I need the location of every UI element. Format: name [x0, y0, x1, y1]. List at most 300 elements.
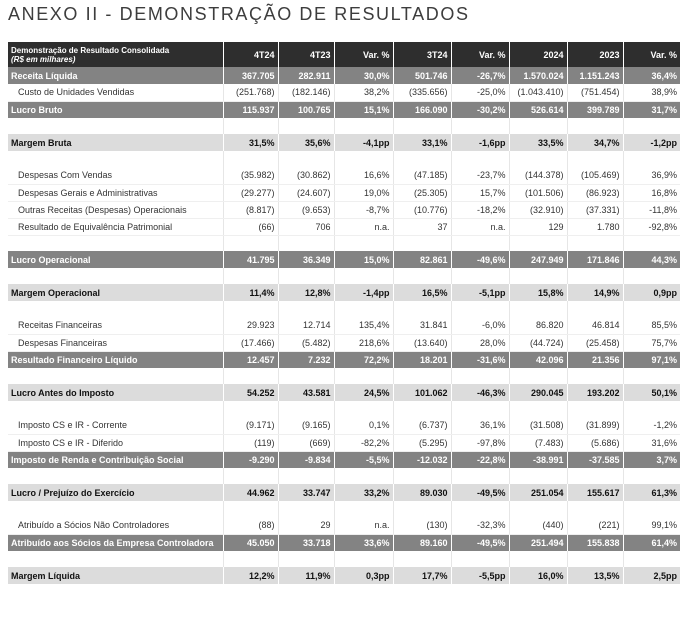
value-cell: 89.160	[393, 534, 451, 551]
table-row	[8, 84, 680, 101]
header-label-cell	[8, 42, 223, 67]
value-cell: 29.923	[223, 317, 278, 334]
spacer-cell	[567, 501, 623, 517]
value-cell: 171.846	[567, 251, 623, 268]
spacer-cell	[278, 301, 334, 317]
table-row	[8, 384, 680, 401]
value-cell: 61,3%	[623, 484, 680, 501]
value-cell: 282.911	[278, 67, 334, 84]
value-cell: 36.349	[278, 251, 334, 268]
value-cell: 29	[278, 517, 334, 534]
spacer-cell	[567, 268, 623, 284]
value-cell: 54.252	[223, 384, 278, 401]
value-cell: 45.050	[223, 534, 278, 551]
value-cell: 11,4%	[223, 284, 278, 301]
value-cell: 0,9pp	[623, 284, 680, 301]
value-cell: (31.508)	[509, 417, 567, 434]
value-cell: 30,0%	[334, 67, 393, 84]
value-cell: (119)	[223, 434, 278, 451]
spacer-cell	[223, 551, 278, 567]
value-cell: 0,3pp	[334, 567, 393, 584]
value-cell: 135,4%	[334, 317, 393, 334]
value-cell: 44,3%	[623, 251, 680, 268]
spacer-cell	[278, 268, 334, 284]
value-cell: 0,1%	[334, 417, 393, 434]
value-cell: -92,8%	[623, 218, 680, 235]
value-cell: (105.469)	[567, 167, 623, 184]
column-header: 4T23	[278, 42, 334, 67]
value-cell: (30.862)	[278, 167, 334, 184]
value-cell: 33.718	[278, 534, 334, 551]
value-cell: -1,4pp	[334, 284, 393, 301]
value-cell: (9.165)	[278, 417, 334, 434]
value-cell: -82,2%	[334, 434, 393, 451]
column-header: Var. %	[451, 42, 509, 67]
value-cell: (47.185)	[393, 167, 451, 184]
spacer-cell	[8, 368, 223, 384]
spacer-cell	[278, 401, 334, 417]
spacer-cell	[623, 468, 680, 484]
table-row	[8, 167, 680, 184]
spacer-cell	[223, 151, 278, 167]
value-cell: (130)	[393, 517, 451, 534]
spacer-cell	[567, 301, 623, 317]
value-cell: 2,5pp	[623, 567, 680, 584]
table-row	[8, 351, 680, 368]
spacer-cell	[509, 118, 567, 134]
value-cell: -38.991	[509, 451, 567, 468]
spacer-cell	[623, 501, 680, 517]
row-label: Outras Receitas (Despesas) Operacionais	[8, 201, 223, 218]
value-cell: 21.356	[567, 351, 623, 368]
value-cell: 1.570.024	[509, 67, 567, 84]
value-cell: 15,1%	[334, 101, 393, 118]
value-cell: -30,2%	[451, 101, 509, 118]
column-header: Var. %	[623, 42, 680, 67]
value-cell: 100.765	[278, 101, 334, 118]
table-row	[8, 134, 680, 151]
value-cell: n.a.	[451, 218, 509, 235]
value-cell: -49,6%	[451, 251, 509, 268]
header-units: (R$ em milhares)	[11, 54, 76, 64]
spacer-cell	[223, 401, 278, 417]
value-cell: 1.780	[567, 218, 623, 235]
value-cell: 1.151.243	[567, 67, 623, 84]
value-cell: -1,2%	[623, 417, 680, 434]
value-cell: (1.043.410)	[509, 84, 567, 101]
spacer-row	[8, 301, 680, 317]
value-cell: (101.506)	[509, 184, 567, 201]
spacer-cell	[623, 151, 680, 167]
value-cell: (10.776)	[393, 201, 451, 218]
value-cell: 155.838	[567, 534, 623, 551]
row-label: Margem Operacional	[8, 284, 223, 301]
value-cell: -12.032	[393, 451, 451, 468]
spacer-cell	[623, 118, 680, 134]
spacer-cell	[278, 118, 334, 134]
spacer-cell	[509, 235, 567, 251]
value-cell: (44.724)	[509, 334, 567, 351]
value-cell: (5.686)	[567, 434, 623, 451]
value-cell: 85,5%	[623, 317, 680, 334]
value-cell: 115.937	[223, 101, 278, 118]
spacer-cell	[567, 118, 623, 134]
value-cell: (9.653)	[278, 201, 334, 218]
value-cell: 82.861	[393, 251, 451, 268]
table-row	[8, 417, 680, 434]
value-cell: 33,5%	[509, 134, 567, 151]
value-cell: (5.482)	[278, 334, 334, 351]
table-row	[8, 218, 680, 235]
value-cell: 12,8%	[278, 284, 334, 301]
value-cell: 42.096	[509, 351, 567, 368]
spacer-cell	[223, 235, 278, 251]
value-cell: 251.494	[509, 534, 567, 551]
column-header: Var. %	[334, 42, 393, 67]
value-cell: 46.814	[567, 317, 623, 334]
value-cell: 33,2%	[334, 484, 393, 501]
spacer-row	[8, 268, 680, 284]
value-cell: 33,6%	[334, 534, 393, 551]
table-row	[8, 101, 680, 118]
spacer-cell	[8, 235, 223, 251]
row-label: Resultado de Equivalência Patrimonial	[8, 218, 223, 235]
spacer-cell	[567, 368, 623, 384]
spacer-cell	[451, 501, 509, 517]
value-cell: -49,5%	[451, 534, 509, 551]
spacer-cell	[451, 368, 509, 384]
spacer-cell	[8, 551, 223, 567]
row-label: Atribuído a Sócios Não Controladores	[8, 517, 223, 534]
value-cell: (7.483)	[509, 434, 567, 451]
row-label: Receitas Financeiras	[8, 317, 223, 334]
spacer-cell	[278, 501, 334, 517]
value-cell: -18,2%	[451, 201, 509, 218]
row-label: Lucro Antes do Imposto	[8, 384, 223, 401]
spacer-cell	[223, 118, 278, 134]
value-cell: 97,1%	[623, 351, 680, 368]
spacer-row	[8, 468, 680, 484]
row-label: Imposto de Renda e Contribuição Social	[8, 451, 223, 468]
value-cell: -25,0%	[451, 84, 509, 101]
value-cell: 36,1%	[451, 417, 509, 434]
value-cell: 16,0%	[509, 567, 567, 584]
value-cell: (31.899)	[567, 417, 623, 434]
value-cell: 99,1%	[623, 517, 680, 534]
spacer-cell	[623, 401, 680, 417]
value-cell: -46,3%	[451, 384, 509, 401]
value-cell: 37	[393, 218, 451, 235]
value-cell: 24,5%	[334, 384, 393, 401]
spacer-cell	[509, 268, 567, 284]
value-cell: 166.090	[393, 101, 451, 118]
value-cell: (25.305)	[393, 184, 451, 201]
spacer-cell	[223, 501, 278, 517]
spacer-row	[8, 151, 680, 167]
value-cell: 155.617	[567, 484, 623, 501]
value-cell: 13,5%	[567, 567, 623, 584]
value-cell: 11,9%	[278, 567, 334, 584]
spacer-cell	[393, 551, 451, 567]
value-cell: 18.201	[393, 351, 451, 368]
value-cell: 31,5%	[223, 134, 278, 151]
spacer-row	[8, 118, 680, 134]
spacer-cell	[451, 468, 509, 484]
value-cell: (88)	[223, 517, 278, 534]
header-label: Demonstração de Resultado Consolidada	[11, 45, 170, 55]
value-cell: -1,6pp	[451, 134, 509, 151]
value-cell: 290.045	[509, 384, 567, 401]
value-cell: 35,6%	[278, 134, 334, 151]
value-cell: -5,1pp	[451, 284, 509, 301]
table-row	[8, 284, 680, 301]
value-cell: (24.607)	[278, 184, 334, 201]
column-header: 4T24	[223, 42, 278, 67]
row-label: Lucro Bruto	[8, 101, 223, 118]
value-cell: (5.295)	[393, 434, 451, 451]
value-cell: 367.705	[223, 67, 278, 84]
spacer-cell	[509, 401, 567, 417]
value-cell: 17,7%	[393, 567, 451, 584]
value-cell: 15,8%	[509, 284, 567, 301]
spacer-cell	[334, 151, 393, 167]
spacer-cell	[223, 268, 278, 284]
value-cell: -23,7%	[451, 167, 509, 184]
value-cell: 251.054	[509, 484, 567, 501]
value-cell: (37.331)	[567, 201, 623, 218]
value-cell: 14,9%	[567, 284, 623, 301]
spacer-cell	[623, 235, 680, 251]
spacer-cell	[334, 235, 393, 251]
value-cell: 218,6%	[334, 334, 393, 351]
spacer-cell	[334, 551, 393, 567]
value-cell: 75,7%	[623, 334, 680, 351]
table-row	[8, 434, 680, 451]
spacer-cell	[509, 301, 567, 317]
value-cell: (335.656)	[393, 84, 451, 101]
spacer-row	[8, 235, 680, 251]
row-label: Custo de Unidades Vendidas	[8, 84, 223, 101]
page-title: ANEXO II - DEMONSTRAÇÃO DE RESULTADOS	[8, 4, 470, 24]
value-cell: n.a.	[334, 517, 393, 534]
value-cell: 44.962	[223, 484, 278, 501]
value-cell: (35.982)	[223, 167, 278, 184]
value-cell: (17.466)	[223, 334, 278, 351]
value-cell: 50,1%	[623, 384, 680, 401]
table-row	[8, 67, 680, 84]
column-header: 2024	[509, 42, 567, 67]
spacer-cell	[334, 401, 393, 417]
value-cell: (251.768)	[223, 84, 278, 101]
value-cell: 34,7%	[567, 134, 623, 151]
value-cell: 33,1%	[393, 134, 451, 151]
spacer-cell	[567, 468, 623, 484]
income-statement-table	[8, 42, 680, 584]
value-cell: -26,7%	[451, 67, 509, 84]
spacer-cell	[278, 368, 334, 384]
spacer-cell	[8, 301, 223, 317]
value-cell: (86.923)	[567, 184, 623, 201]
row-label: Receita Líquida	[8, 67, 223, 84]
spacer-cell	[393, 235, 451, 251]
value-cell: (751.454)	[567, 84, 623, 101]
value-cell: 31.841	[393, 317, 451, 334]
table-row	[8, 567, 680, 584]
value-cell: 41.795	[223, 251, 278, 268]
value-cell: 15,7%	[451, 184, 509, 201]
spacer-cell	[451, 268, 509, 284]
row-label: Imposto CS e IR - Corrente	[8, 417, 223, 434]
value-cell: 16,6%	[334, 167, 393, 184]
spacer-cell	[278, 551, 334, 567]
value-cell: 33.747	[278, 484, 334, 501]
spacer-cell	[334, 268, 393, 284]
value-cell: 16,5%	[393, 284, 451, 301]
spacer-cell	[278, 151, 334, 167]
spacer-cell	[451, 118, 509, 134]
spacer-cell	[8, 151, 223, 167]
value-cell: 526.614	[509, 101, 567, 118]
spacer-cell	[393, 301, 451, 317]
table-row	[8, 184, 680, 201]
spacer-cell	[567, 551, 623, 567]
value-cell: (440)	[509, 517, 567, 534]
spacer-cell	[334, 118, 393, 134]
spacer-cell	[509, 468, 567, 484]
value-cell: -4,1pp	[334, 134, 393, 151]
value-cell: -9.290	[223, 451, 278, 468]
value-cell: 706	[278, 218, 334, 235]
spacer-cell	[623, 301, 680, 317]
spacer-cell	[8, 501, 223, 517]
spacer-cell	[8, 268, 223, 284]
spacer-cell	[278, 468, 334, 484]
value-cell: -5,5pp	[451, 567, 509, 584]
value-cell: (8.817)	[223, 201, 278, 218]
value-cell: 15,0%	[334, 251, 393, 268]
value-cell: 19,0%	[334, 184, 393, 201]
table-row	[8, 317, 680, 334]
table-row	[8, 517, 680, 534]
table-row	[8, 484, 680, 501]
value-cell: 38,2%	[334, 84, 393, 101]
spacer-cell	[451, 301, 509, 317]
row-label: Margem Bruta	[8, 134, 223, 151]
value-cell: (25.458)	[567, 334, 623, 351]
spacer-cell	[393, 501, 451, 517]
value-cell: -49,5%	[451, 484, 509, 501]
value-cell: 89.030	[393, 484, 451, 501]
value-cell: 31,7%	[623, 101, 680, 118]
table-body	[8, 42, 680, 584]
value-cell: 16,8%	[623, 184, 680, 201]
value-cell: 12,2%	[223, 567, 278, 584]
value-cell: 7.232	[278, 351, 334, 368]
spacer-cell	[509, 551, 567, 567]
value-cell: (182.146)	[278, 84, 334, 101]
value-cell: 38,9%	[623, 84, 680, 101]
spacer-row	[8, 368, 680, 384]
spacer-cell	[393, 268, 451, 284]
value-cell: -31,6%	[451, 351, 509, 368]
value-cell: 101.062	[393, 384, 451, 401]
row-label: Despesas Financeiras	[8, 334, 223, 351]
value-cell: (13.640)	[393, 334, 451, 351]
spacer-cell	[278, 235, 334, 251]
value-cell: -97,8%	[451, 434, 509, 451]
spacer-cell	[223, 301, 278, 317]
spacer-cell	[451, 235, 509, 251]
value-cell: (66)	[223, 218, 278, 235]
spacer-cell	[509, 368, 567, 384]
value-cell: 36,9%	[623, 167, 680, 184]
value-cell: 247.949	[509, 251, 567, 268]
value-cell: -32,3%	[451, 517, 509, 534]
spacer-cell	[393, 468, 451, 484]
value-cell: -5,5%	[334, 451, 393, 468]
spacer-cell	[451, 551, 509, 567]
spacer-cell	[567, 401, 623, 417]
value-cell: 12.457	[223, 351, 278, 368]
value-cell: (669)	[278, 434, 334, 451]
row-label: Atribuído aos Sócios da Empresa Controladora	[8, 534, 223, 551]
table-row	[8, 334, 680, 351]
value-cell: 36,4%	[623, 67, 680, 84]
value-cell: (6.737)	[393, 417, 451, 434]
spacer-cell	[8, 118, 223, 134]
value-cell: n.a.	[334, 218, 393, 235]
spacer-cell	[509, 501, 567, 517]
value-cell: 31,6%	[623, 434, 680, 451]
spacer-cell	[223, 468, 278, 484]
value-cell: -11,8%	[623, 201, 680, 218]
table-row	[8, 201, 680, 218]
value-cell: (9.171)	[223, 417, 278, 434]
row-label: Imposto CS e IR - Diferido	[8, 434, 223, 451]
value-cell: 72,2%	[334, 351, 393, 368]
spacer-cell	[334, 501, 393, 517]
spacer-cell	[393, 118, 451, 134]
spacer-row	[8, 401, 680, 417]
value-cell: -6,0%	[451, 317, 509, 334]
value-cell: -37.585	[567, 451, 623, 468]
row-label: Despesas Gerais e Administrativas	[8, 184, 223, 201]
spacer-cell	[334, 468, 393, 484]
value-cell: -1,2pp	[623, 134, 680, 151]
row-label: Resultado Financeiro Líquido	[8, 351, 223, 368]
spacer-cell	[509, 151, 567, 167]
table-row	[8, 251, 680, 268]
column-header: 2023	[567, 42, 623, 67]
value-cell: 3,7%	[623, 451, 680, 468]
value-cell: 193.202	[567, 384, 623, 401]
row-label: Despesas Com Vendas	[8, 167, 223, 184]
value-cell: -8,7%	[334, 201, 393, 218]
value-cell: (144.378)	[509, 167, 567, 184]
row-label: Margem Líquida	[8, 567, 223, 584]
value-cell: (221)	[567, 517, 623, 534]
spacer-cell	[223, 368, 278, 384]
table-header-row	[8, 42, 680, 67]
spacer-cell	[393, 368, 451, 384]
table-row	[8, 534, 680, 551]
value-cell: 86.820	[509, 317, 567, 334]
value-cell: 12.714	[278, 317, 334, 334]
spacer-cell	[451, 151, 509, 167]
value-cell: 399.789	[567, 101, 623, 118]
value-cell: (32.910)	[509, 201, 567, 218]
spacer-cell	[623, 268, 680, 284]
